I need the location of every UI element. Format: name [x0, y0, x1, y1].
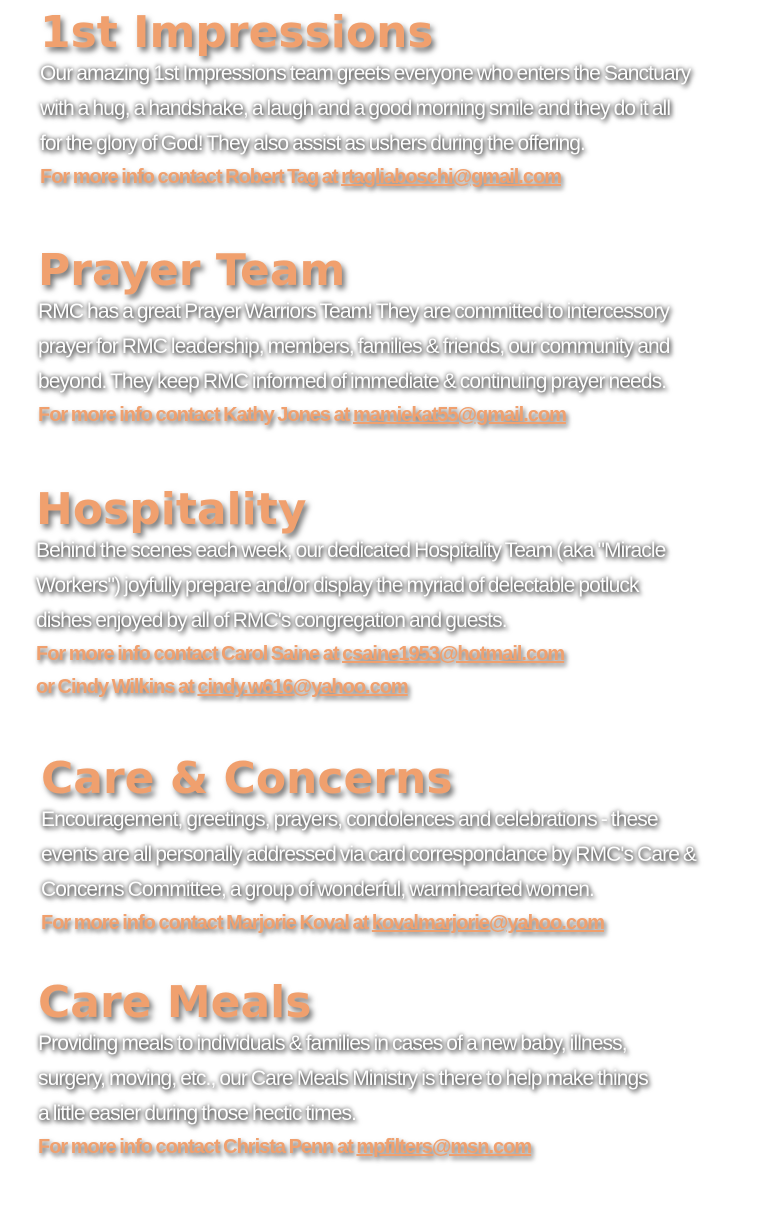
contact-email-link[interactable]: mpfilters@msn.com — [356, 1136, 532, 1158]
contact-line — [38, 1131, 771, 1164]
description-line: for the glory of God! They also assist as ushers during the offering. — [40, 132, 585, 155]
section-prayer-team — [38, 245, 771, 432]
contact-prefix: For more info contact Marjorie Koval at — [41, 912, 372, 934]
description-line: Workers") joyfully prepare and/or display the myriad of delectable potluck — [36, 574, 639, 597]
description-line: dishes enjoyed by all of RMC's congregation and guests. — [36, 609, 507, 632]
description-line: Our amazing 1st Impressions team greets everyone who enters the Sanctuary — [40, 62, 691, 85]
contact-email-link[interactable]: cindy.w616@yahoo.com — [197, 676, 408, 698]
section-title: 1st Impressions — [40, 7, 434, 58]
section-1st-impressions — [40, 7, 771, 194]
section-title: Care & Concerns — [41, 753, 453, 804]
section-title: Care Meals — [38, 977, 312, 1028]
description-line: a little easier during those hectic times. — [38, 1102, 357, 1125]
contact-line — [38, 399, 771, 432]
contact-prefix: For more info contact Carol Saine at — [36, 643, 343, 665]
description-line: Behind the scenes each week, our dedicated Hospitality Team (aka "Miracle — [36, 539, 666, 562]
contact-prefix: or Cindy Wilkins at — [36, 676, 198, 698]
contact-prefix: For more info contact Robert Tag at — [40, 166, 342, 188]
section-care-concerns — [41, 753, 771, 940]
contact-prefix: For more info contact Kathy Jones at — [38, 404, 353, 426]
section-description — [36, 533, 771, 638]
description-line: Concerns Committee, a group of wonderful, warmhearted women. — [41, 878, 594, 901]
contact-prefix: For more info contact Christa Penn at — [38, 1136, 357, 1158]
contact-email-link[interactable]: kovalmarjorie@yahoo.com — [371, 912, 604, 934]
section-description — [40, 56, 771, 161]
section-description — [38, 294, 771, 399]
description-line: with a hug, a handshake, a laugh and a good morning smile and they do it all — [40, 97, 671, 120]
contact-line — [36, 671, 771, 704]
section-care-meals — [38, 977, 771, 1164]
description-line: Encouragement, greetings, prayers, condolences and celebrations - these — [41, 808, 658, 831]
contact-line — [40, 161, 771, 194]
description-line: Providing meals to individuals & families in cases of a new baby, illness, — [38, 1032, 627, 1055]
description-line: prayer for RMC leadership, members, families & friends, our community and — [38, 335, 670, 358]
description-line: RMC has a great Prayer Warriors Team! They are committed to intercessory — [38, 300, 670, 323]
section-title: Prayer Team — [38, 245, 346, 296]
section-title: Hospitality — [36, 484, 307, 535]
contact-line — [41, 907, 771, 940]
contact-email-link[interactable]: rtagliaboschi@gmail.com — [341, 166, 561, 188]
contact-email-link[interactable]: mamiekat55@gmail.com — [352, 404, 566, 426]
description-line: events are all personally addressed via card correspondance by RMC's Care & — [41, 843, 697, 866]
section-description — [38, 1026, 771, 1131]
description-line: beyond. They keep RMC informed of immediate & continuing prayer needs. — [38, 370, 667, 393]
contact-line — [36, 638, 771, 671]
section-hospitality — [36, 484, 771, 704]
section-description — [41, 802, 771, 907]
contact-email-link[interactable]: csaine1953@hotmail.com — [342, 643, 565, 665]
description-line: surgery, moving, etc., our Care Meals Ministry is there to help make things — [38, 1067, 648, 1090]
